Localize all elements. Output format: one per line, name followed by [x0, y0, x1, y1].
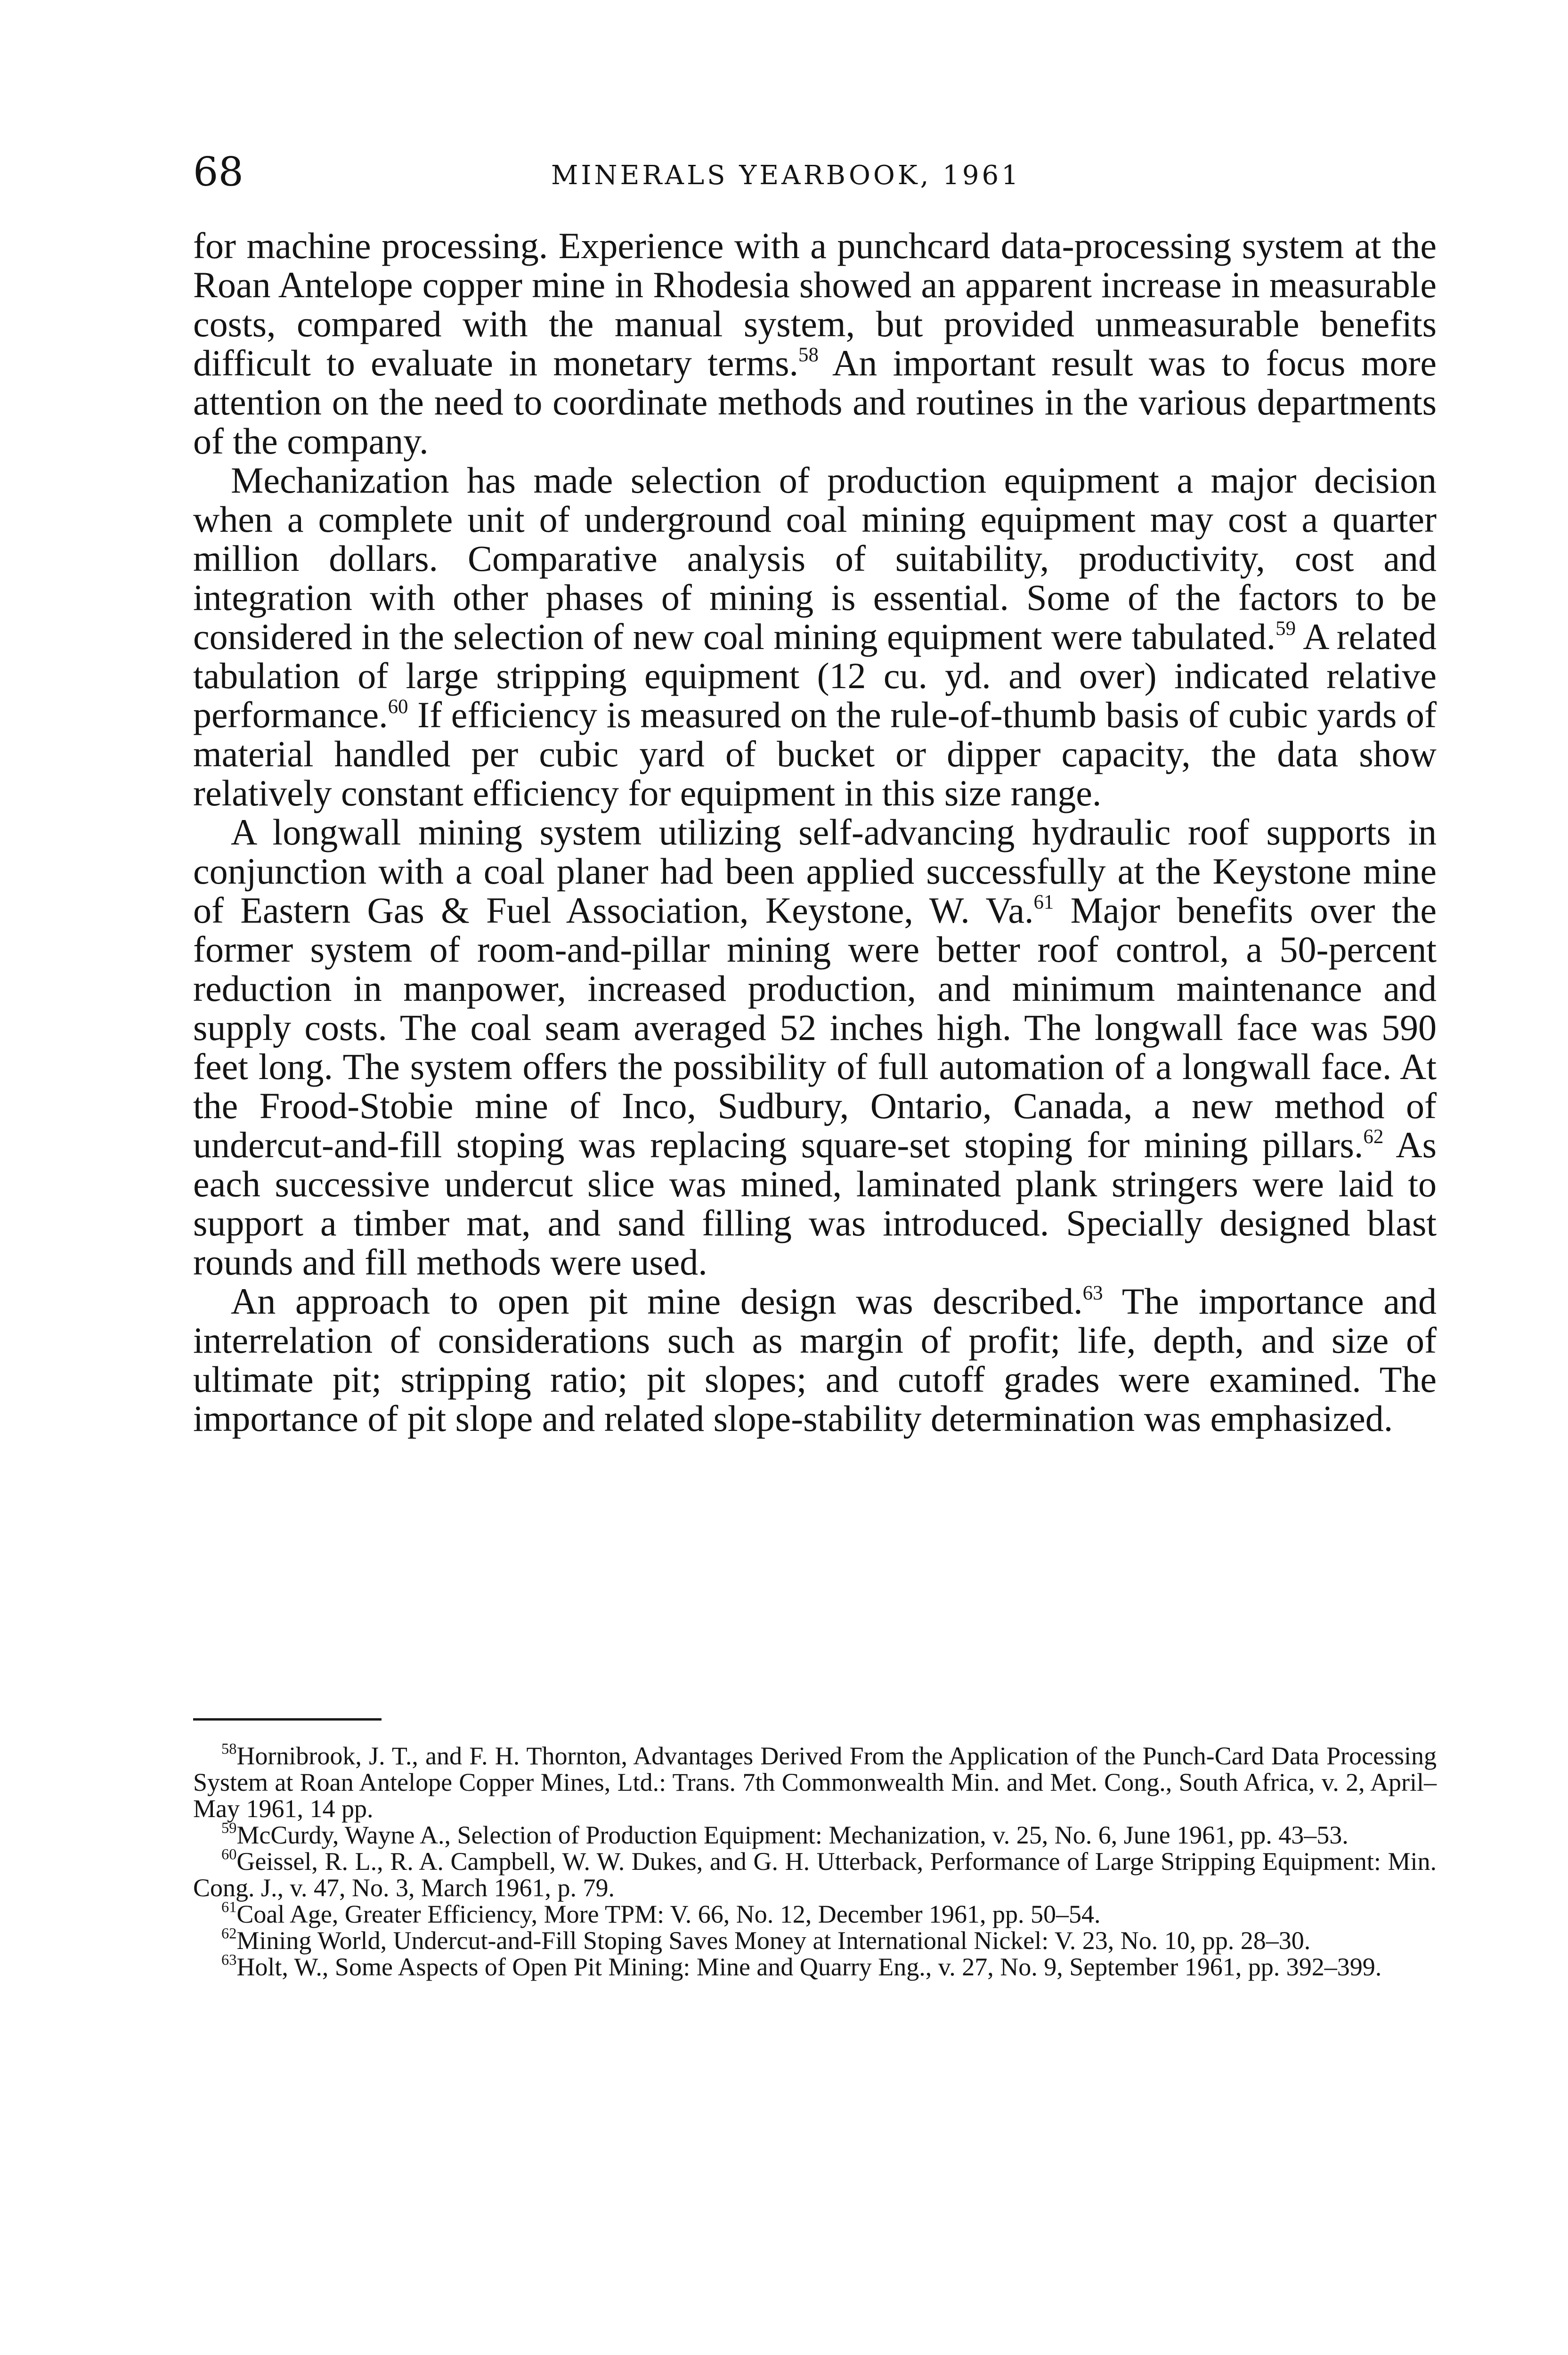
footnote-61	[193, 1901, 1437, 1927]
footnote-number: 60	[221, 1846, 237, 1863]
paragraph-2-text-end: If efficiency is measured on the rule-of-thumb basis of cubic yards of material handled per cubic yard of bucket or dipper capacity, the data show relatively constant efficiency for equipment in this size range.	[193, 694, 1437, 813]
paragraph-3-text-end: As each successive undercut slice was mined, laminated plank stringers were laid to support a timber mat, and sand filling was introduced. Specially designed blast rounds and fill methods were used.	[193, 1124, 1437, 1283]
footnote-text: Hornibrook, J. T., and F. H. Thornton, Advantages Derived From the Application of the Punch-Card Data Processing System at Roan Antelope Copper Mines, Ltd.: Trans. 7th Commonwealth Min. and Met. Cong., South Africa, v. 2, April–May 1961, 14 pp.	[193, 1742, 1437, 1823]
footnote-number: 61	[221, 1899, 237, 1916]
footnote-divider	[193, 1718, 382, 1721]
paragraph-3-text-cont: Major benefits over the former system of room-and-pillar mining were better roof control, a 50-percent reduction in manpower, increased production, and minimum maintenance and supply costs. The coal seam averaged 52 inches high. The longwall face was 590 feet long. The system offers the possibility of full automation of a longwall face. At the Frood-Stobie mine of Inco, Sudbury, Ontario, Canada, a new method of undercut-and-fill stoping was replacing square-set stoping for mining pillars.	[193, 890, 1437, 1165]
footnote-text: Holt, W., Some Aspects of Open Pit Mining: Mine and Quarry Eng., v. 27, No. 9, September 1961, pp. 392–399.	[236, 1953, 1382, 1981]
body-text	[193, 226, 1437, 1438]
paragraph-2	[193, 461, 1437, 812]
paragraph-4-text-cont: The importance and interrelation of considerations such as margin of profit; life, depth, and size of ultimate pit; stripping ratio; pit slopes; and cutoff grades were examined. The importance of pit slope and related slope-stability determination was emphasized.	[193, 1281, 1437, 1439]
paragraph-2-text: Mechanization has made selection of production equipment a major decision when a complete unit of underground coal mining equipment may cost a quarter million dollars. Comparative analysis of suitability, productivity, cost and integration with other phases of mining is essential. Some of the factors to be considered in the selection of new coal mining equipment were tabulated.	[193, 460, 1437, 657]
footnote-ref-60: 60	[388, 695, 408, 718]
footnote-60	[193, 1848, 1437, 1901]
footnote-ref-59: 59	[1276, 617, 1296, 640]
paragraph-3	[193, 812, 1437, 1282]
footnote-63	[193, 1951, 1437, 1981]
footnote-text: Geissel, R. L., R. A. Campbell, W. W. Dukes, and G. H. Utterback, Performance of Large Stripping Equipment: Min. Cong. J., v. 47, No. 3, March 1961, p. 79.	[193, 1847, 1437, 1902]
footnote-text: McCurdy, Wayne A., Selection of Production Equipment: Mechanization, v. 25, No. 6, June 1961, pp. 43–53.	[236, 1821, 1349, 1849]
footnotes	[193, 1740, 1437, 1981]
paragraph-1-text-cont: An important result was to focus more attention on the need to coordinate methods and routines in the various departments of the company.	[193, 342, 1437, 462]
footnote-ref-62: 62	[1363, 1125, 1384, 1148]
paragraph-3-text: A longwall mining system utilizing self-advancing hydraulic roof supports in conjunction with a coal planer had been applied successfully at the Keystone mine of Eastern Gas & Fuel Association, Keystone, W. Va.	[193, 812, 1437, 931]
paragraph-1-text: for machine processing. Experience with a punchcard data-processing system at the Roan Antelope copper mine in Rhodesia showed an apparent increase in measurable costs, compared with the manual system, but provided unmeasurable benefits difficult to evaluate in monetary terms.	[193, 225, 1437, 383]
footnote-number: 63	[221, 1951, 237, 1969]
footnote-number: 58	[221, 1740, 237, 1758]
paragraph-4-text: An approach to open pit mine design was described.	[231, 1281, 1083, 1322]
footnote-ref-58: 58	[798, 343, 819, 366]
running-title: MINERALS YEARBOOK, 1961	[551, 160, 1021, 191]
footnote-62	[193, 1927, 1437, 1954]
page-number: 68	[193, 149, 244, 195]
footnote-number: 59	[221, 1819, 237, 1837]
footnote-58	[193, 1740, 1437, 1823]
paragraph-1	[193, 226, 1437, 461]
footnote-59	[193, 1819, 1437, 1849]
footnote-number: 62	[221, 1925, 237, 1942]
footnote-ref-63: 63	[1082, 1282, 1103, 1304]
footnote-text: Mining World, Undercut-and-Fill Stoping Saves Money at International Nickel: V. 23, No. 10, pp. 28–30.	[236, 1926, 1311, 1955]
paragraph-2-text-cont: A related tabulation of large stripping equipment (12 cu. yd. and over) indicated relative performance.	[193, 616, 1437, 735]
paragraph-4	[193, 1282, 1437, 1438]
footnote-text: Coal Age, Greater Efficiency, More TPM: V. 66, No. 12, December 1961, pp. 50–54.	[236, 1900, 1101, 1928]
footnote-ref-61: 61	[1033, 891, 1054, 913]
page-header	[193, 146, 1437, 198]
